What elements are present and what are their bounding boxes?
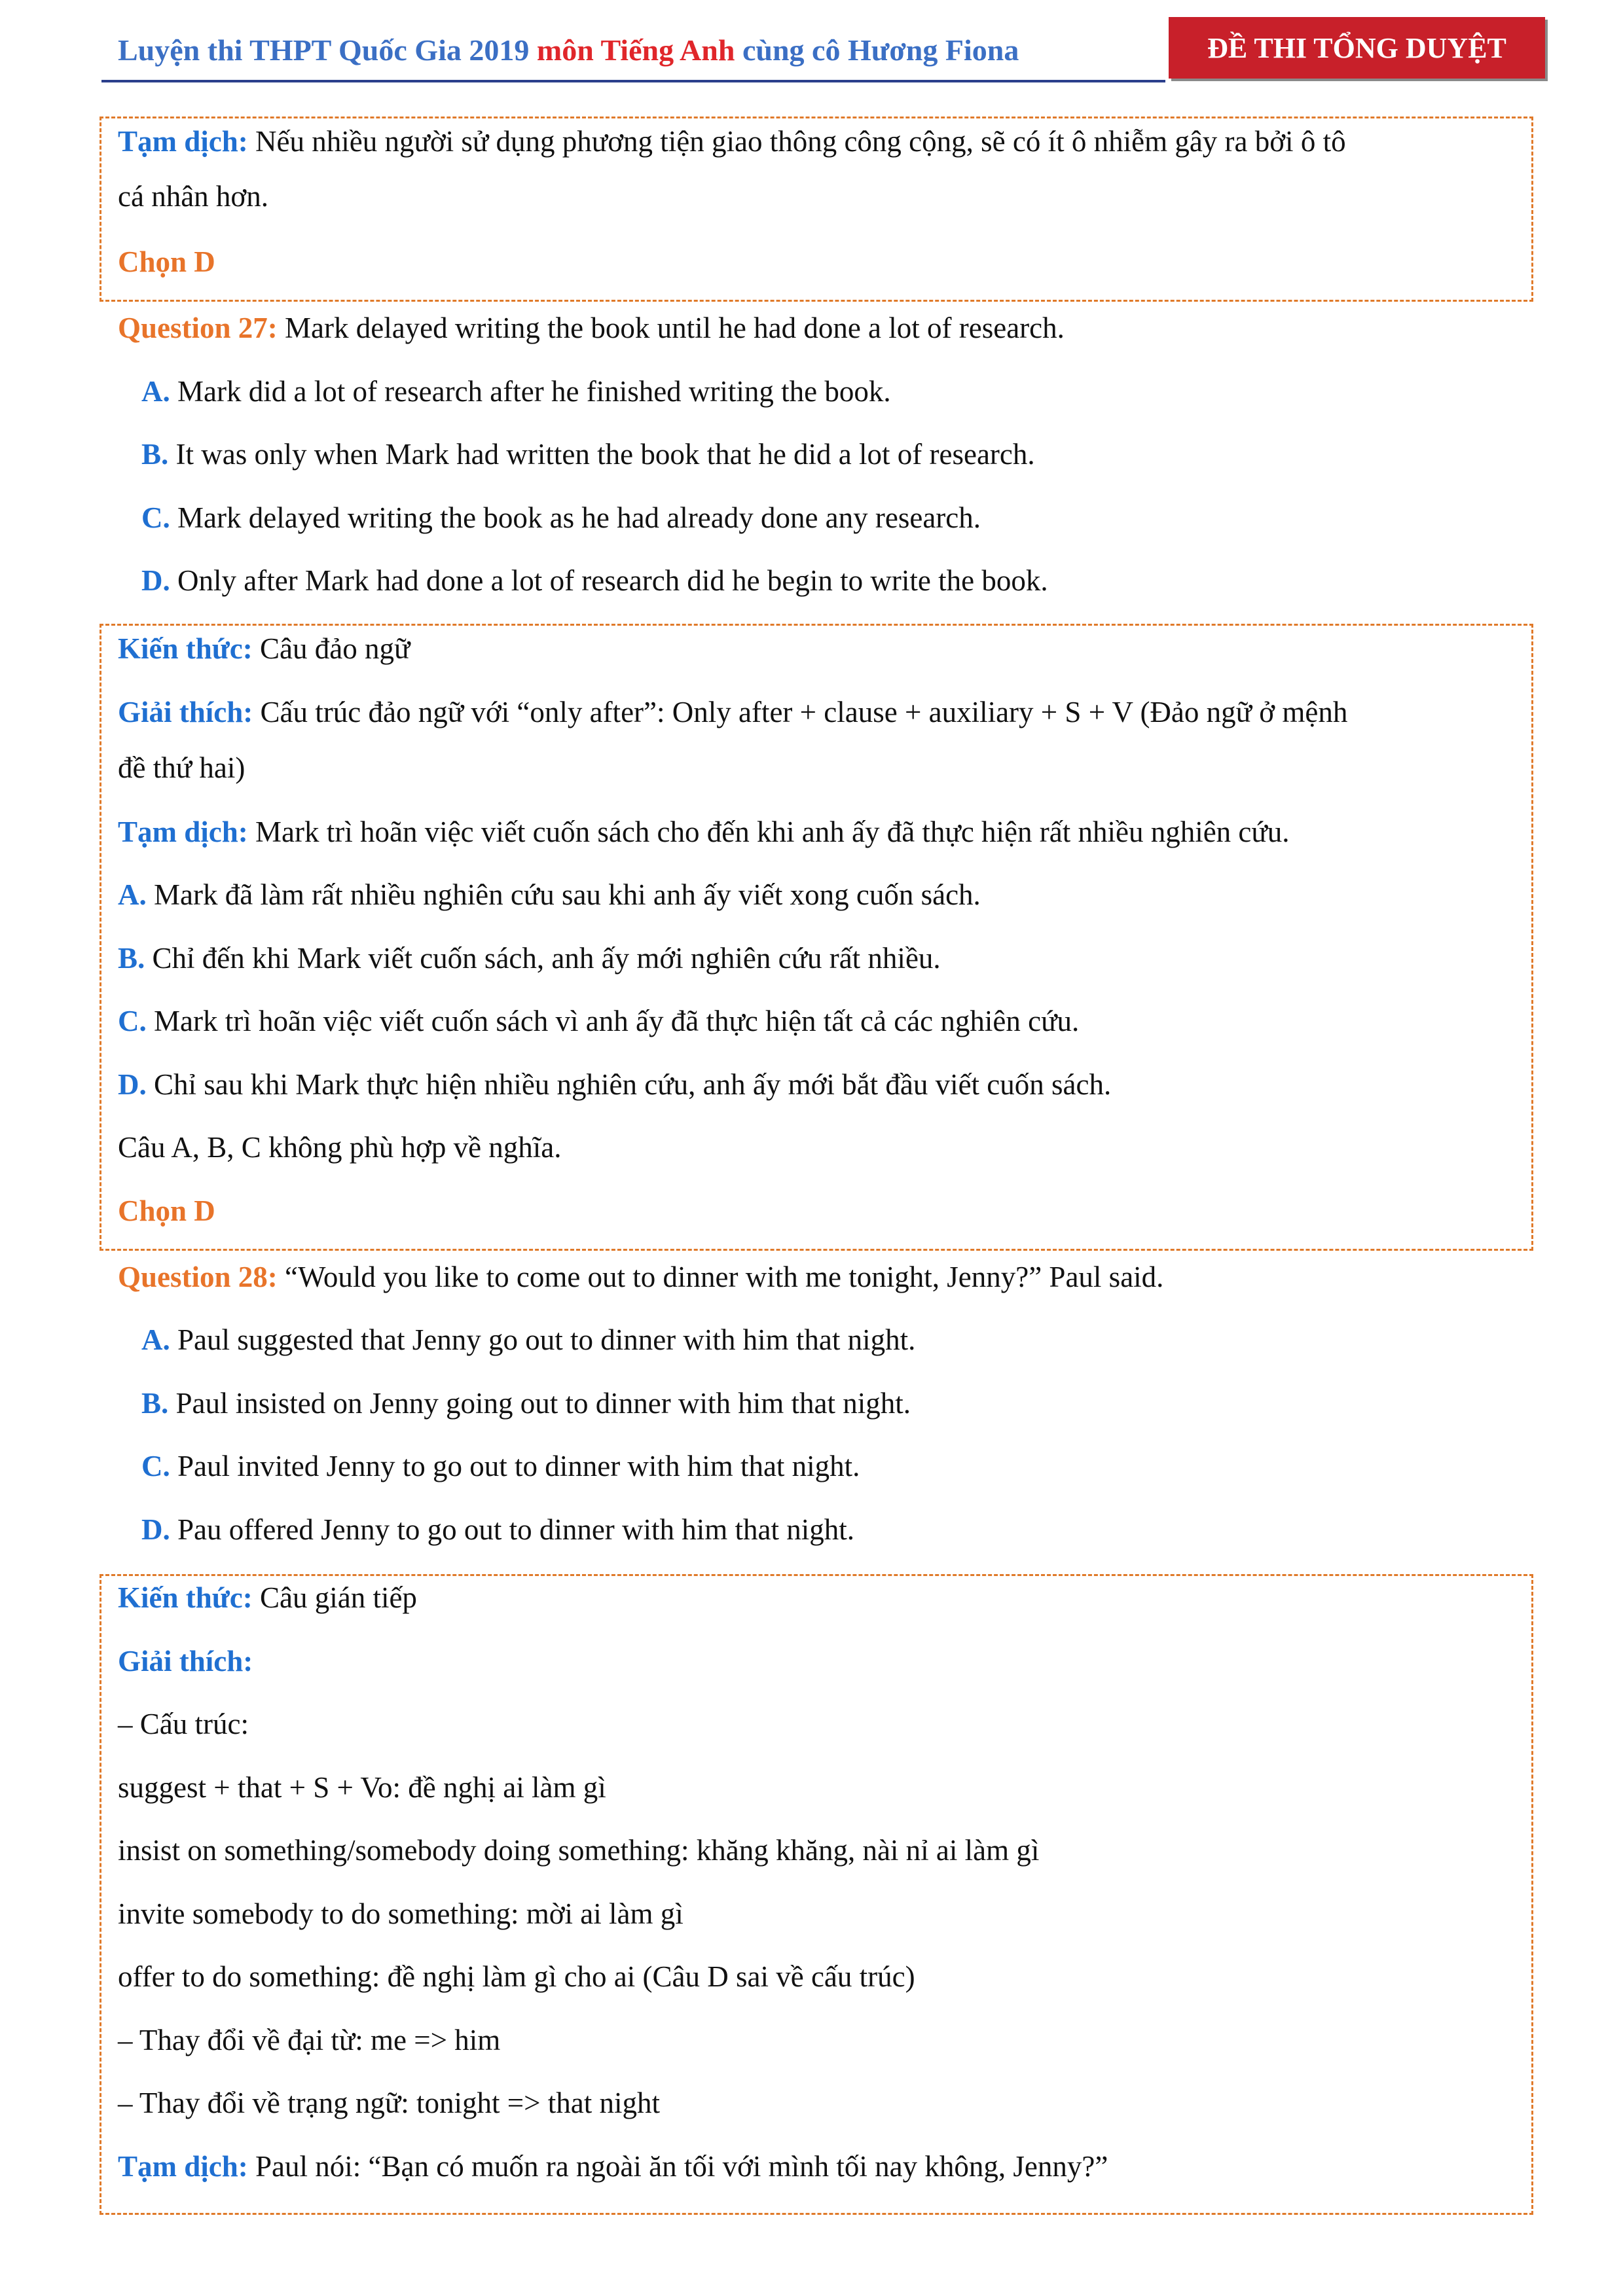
structure-line: suggest + that + S + Vo: đề nghị ai làm gì: [118, 1771, 606, 1804]
giai-thich-line-cont: đề thứ hai): [118, 751, 246, 784]
translation-b: B. Chỉ đến khi Mark viết cuốn sách, anh ấy mới nghiên cứu rất nhiều.: [118, 942, 941, 975]
header-title-part1: Luyện thi THPT Quốc Gia 2019: [118, 33, 530, 67]
question-28: Question 28: “Would you like to come out to dinner with me tonight, Jenny?” Paul said.: [118, 1261, 1164, 1293]
giai-thich-line: Giải thích: Cấu trúc đảo ngữ với “only after”: Only after + clause + auxiliary + S + V (Đảo ngữ ở mệnh: [118, 696, 1348, 728]
option-a: A. Paul suggested that Jenny go out to dinner with him that night.: [141, 1323, 916, 1356]
option-c: C. Paul invited Jenny to go out to dinner with him that night.: [141, 1450, 860, 1482]
giai-thich-label: Giải thích:: [118, 1645, 253, 1677]
option-c: C. Mark delayed writing the book as he had already done any research.: [141, 501, 981, 534]
tam-dich-line: Tạm dịch: Mark trì hoãn việc viết cuốn sách cho đến khi anh ấy đã thực hiện rất nhiều nghiên cứu.: [118, 816, 1290, 848]
structure-line: – Thay đổi về đại từ: me => him: [118, 2024, 501, 2056]
header-title: [118, 33, 1019, 67]
tam-dich-line: Tạm dịch: Paul nói: “Bạn có muốn ra ngoài ăn tối với mình tối nay không, Jenny?”: [118, 2150, 1108, 2183]
note-line: Câu A, B, C không phù hợp về nghĩa.: [118, 1131, 562, 1164]
structure-line: offer to do something: đề nghị làm gì cho ai (Câu D sai về cấu trúc): [118, 1960, 915, 1993]
structure-line: insist on something/somebody doing something: khăng khăng, nài nỉ ai làm gì: [118, 1834, 1040, 1867]
structure-line: – Cấu trúc:: [118, 1708, 249, 1740]
answer-choice: Chọn D: [118, 1194, 215, 1227]
page-header: [101, 14, 1542, 82]
header-rule: [101, 80, 1165, 82]
option-d: D. Pau offered Jenny to go out to dinner with him that night.: [141, 1513, 855, 1546]
header-title-part3: cùng cô Hương Fiona: [742, 33, 1019, 67]
kien-thuc-line: Kiến thức: Câu gián tiếp: [118, 1581, 417, 1614]
option-b: B. It was only when Mark had written the book that he did a lot of research.: [141, 438, 1035, 471]
option-b: B. Paul insisted on Jenny going out to dinner with him that night.: [141, 1387, 911, 1420]
structure-line: invite somebody to do something: mời ai làm gì: [118, 1897, 684, 1930]
header-badge: ĐỀ THI TỔNG DUYỆT: [1169, 17, 1545, 79]
option-a: A. Mark did a lot of research after he finished writing the book.: [141, 375, 891, 408]
translation-c: C. Mark trì hoãn việc viết cuốn sách vì anh ấy đã thực hiện tất cả các nghiên cứu.: [118, 1005, 1080, 1037]
translation-d: D. Chỉ sau khi Mark thực hiện nhiều nghiên cứu, anh ấy mới bắt đầu viết cuốn sách.: [118, 1068, 1112, 1101]
tam-dich-line: Tạm dịch: Nếu nhiều người sử dụng phương tiện giao thông công cộng, sẽ có ít ô nhiễm gây ra bởi ô tô: [118, 125, 1346, 158]
tam-dich-line-cont: cá nhân hơn.: [118, 180, 268, 213]
question-27: Question 27: Mark delayed writing the book until he had done a lot of research.: [118, 312, 1065, 344]
structure-line: – Thay đổi về trạng ngữ: tonight => that night: [118, 2087, 660, 2119]
header-title-subject: môn Tiếng Anh: [536, 33, 735, 67]
answer-choice: Chọn D: [118, 245, 215, 278]
kien-thuc-line: Kiến thức: Câu đảo ngữ: [118, 632, 410, 665]
option-d: D. Only after Mark had done a lot of research did he begin to write the book.: [141, 564, 1048, 597]
translation-a: A. Mark đã làm rất nhiều nghiên cứu sau khi anh ấy viết xong cuốn sách.: [118, 878, 981, 911]
